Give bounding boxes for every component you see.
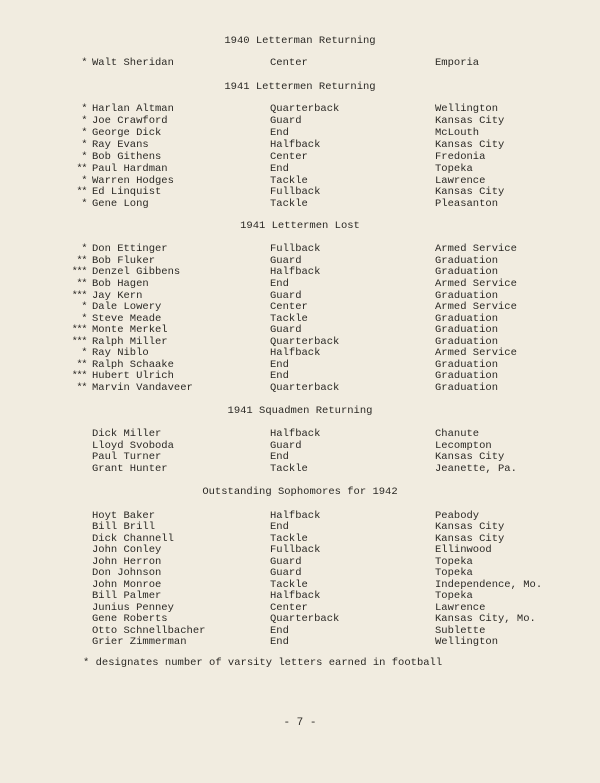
player-position: Center xyxy=(270,602,308,614)
player-hometown: Sublette xyxy=(435,625,486,637)
player-position: End xyxy=(270,278,289,290)
player-name: John Herron xyxy=(92,556,162,568)
player-position: Tackle xyxy=(270,313,308,325)
player-row xyxy=(0,521,600,533)
letter-stars: ** xyxy=(76,382,86,394)
player-hometown: Graduation xyxy=(435,255,499,267)
player-position: Halfback xyxy=(270,139,321,151)
player-row xyxy=(0,57,600,69)
player-hometown: Lawrence xyxy=(435,602,486,614)
player-row xyxy=(0,463,600,475)
player-position: Quarterback xyxy=(270,336,340,348)
player-position: End xyxy=(270,127,289,139)
letter-stars: *** xyxy=(71,290,86,302)
letter-stars: *** xyxy=(71,336,86,348)
letter-stars: * xyxy=(81,175,86,187)
player-row xyxy=(0,266,600,278)
player-row xyxy=(0,347,600,359)
player-row xyxy=(0,127,600,139)
player-position: Guard xyxy=(270,440,302,452)
player-name: Don Ettinger xyxy=(92,243,168,255)
player-position: Center xyxy=(270,151,308,163)
letter-stars: ** xyxy=(76,186,86,198)
section-heading: Outstanding Sophomores for 1942 xyxy=(202,486,398,498)
letter-stars: *** xyxy=(71,324,86,336)
player-position: Guard xyxy=(270,255,302,267)
player-name: George Dick xyxy=(92,127,162,139)
player-position: Quarterback xyxy=(270,103,340,115)
player-hometown: Graduation xyxy=(435,313,499,325)
player-hometown: Graduation xyxy=(435,266,499,278)
player-row xyxy=(0,151,600,163)
player-hometown: Kansas City xyxy=(435,139,505,151)
player-row xyxy=(0,428,600,440)
player-name: Steve Meade xyxy=(92,313,162,325)
player-position: Guard xyxy=(270,290,302,302)
player-position: Tackle xyxy=(270,198,308,210)
letter-stars: * xyxy=(81,139,86,151)
player-row xyxy=(0,198,600,210)
player-hometown: Kansas City xyxy=(435,451,505,463)
player-name: Lloyd Svoboda xyxy=(92,440,174,452)
player-hometown: Topeka xyxy=(435,556,473,568)
player-hometown: Kansas City xyxy=(435,186,505,198)
player-row xyxy=(0,451,600,463)
player-name: Warren Hodges xyxy=(92,175,174,187)
player-name: Hubert Ulrich xyxy=(92,370,174,382)
player-row xyxy=(0,636,600,648)
player-hometown: Topeka xyxy=(435,567,473,579)
player-hometown: Kansas City xyxy=(435,521,505,533)
player-hometown: Fredonia xyxy=(435,151,486,163)
player-position: End xyxy=(270,521,289,533)
player-name: Harlan Altman xyxy=(92,103,174,115)
footnote: * designates number of varsity letters earned in football xyxy=(83,657,443,669)
letter-stars: * xyxy=(81,103,86,115)
player-row xyxy=(0,590,600,602)
letter-stars: * xyxy=(81,57,86,69)
player-hometown: Topeka xyxy=(435,163,473,175)
player-name: Dick Miller xyxy=(92,428,162,440)
player-row xyxy=(0,613,600,625)
player-name: Ray Evans xyxy=(92,139,149,151)
player-name: Dale Lowery xyxy=(92,301,162,313)
player-row xyxy=(0,186,600,198)
player-name: Grant Hunter xyxy=(92,463,168,475)
player-hometown: Lecompton xyxy=(435,440,492,452)
player-name: Paul Hardman xyxy=(92,163,168,175)
player-hometown: Graduation xyxy=(435,336,499,348)
player-hometown: Kansas City, Mo. xyxy=(435,613,536,625)
player-hometown: Wellington xyxy=(435,636,499,648)
player-hometown: Graduation xyxy=(435,290,499,302)
player-row xyxy=(0,103,600,115)
letter-stars: * xyxy=(81,347,86,359)
player-name: Don Johnson xyxy=(92,567,162,579)
letter-stars: ** xyxy=(76,359,86,371)
player-name: Bob Hagen xyxy=(92,278,149,290)
player-name: Ralph Schaake xyxy=(92,359,174,371)
player-position: End xyxy=(270,451,289,463)
player-hometown: Armed Service xyxy=(435,278,517,290)
player-name: Denzel Gibbens xyxy=(92,266,181,278)
letter-stars: ** xyxy=(76,163,86,175)
player-hometown: Lawrence xyxy=(435,175,486,187)
section-heading: 1941 Squadmen Returning xyxy=(227,405,373,417)
player-position: Tackle xyxy=(270,579,308,591)
player-position: Center xyxy=(270,57,308,69)
player-row xyxy=(0,324,600,336)
player-position: Fullback xyxy=(270,186,321,198)
player-name: Gene Roberts xyxy=(92,613,168,625)
letter-stars: * xyxy=(81,127,86,139)
player-name: Otto Schnellbacher xyxy=(92,625,206,637)
player-hometown: Emporia xyxy=(435,57,480,69)
player-position: Halfback xyxy=(270,347,321,359)
player-hometown: Chanute xyxy=(435,428,480,440)
player-hometown: Independence, Mo. xyxy=(435,579,543,591)
player-name: John Conley xyxy=(92,544,162,556)
player-hometown: Kansas City xyxy=(435,115,505,127)
player-name: Walt Sheridan xyxy=(92,57,174,69)
section-heading: 1941 Lettermen Returning xyxy=(224,81,376,93)
player-row xyxy=(0,139,600,151)
player-name: Ralph Miller xyxy=(92,336,168,348)
player-name: Monte Merkel xyxy=(92,324,168,336)
letter-stars: * xyxy=(81,151,86,163)
player-hometown: Wellington xyxy=(435,103,499,115)
player-position: Fullback xyxy=(270,544,321,556)
player-row xyxy=(0,301,600,313)
letter-stars: * xyxy=(81,243,86,255)
player-position: Halfback xyxy=(270,590,321,602)
player-hometown: Graduation xyxy=(435,370,499,382)
player-position: End xyxy=(270,163,289,175)
player-hometown: Armed Service xyxy=(435,243,517,255)
player-hometown: Armed Service xyxy=(435,347,517,359)
player-position: Tackle xyxy=(270,175,308,187)
player-position: End xyxy=(270,370,289,382)
letter-stars: * xyxy=(81,198,86,210)
letter-stars: ** xyxy=(76,278,86,290)
section-heading: 1940 Letterman Returning xyxy=(224,35,376,47)
player-name: Junius Penney xyxy=(92,602,174,614)
player-name: Bob Githens xyxy=(92,151,162,163)
letter-stars: * xyxy=(81,313,86,325)
player-hometown: Jeanette, Pa. xyxy=(435,463,517,475)
player-row xyxy=(0,370,600,382)
player-position: End xyxy=(270,359,289,371)
player-position: Center xyxy=(270,301,308,313)
player-row xyxy=(0,544,600,556)
letter-stars: *** xyxy=(71,266,86,278)
player-name: Joe Crawford xyxy=(92,115,168,127)
player-hometown: Kansas City xyxy=(435,533,505,545)
player-name: Ray Niblo xyxy=(92,347,149,359)
player-name: Dick Channell xyxy=(92,533,174,545)
player-row xyxy=(0,243,600,255)
player-name: Ed Linquist xyxy=(92,186,162,198)
player-position: Guard xyxy=(270,324,302,336)
player-name: Grier Zimmerman xyxy=(92,636,187,648)
player-hometown: Graduation xyxy=(435,324,499,336)
letter-stars: * xyxy=(81,301,86,313)
page-number: - 7 - xyxy=(283,717,317,729)
player-name: Bill Brill xyxy=(92,521,156,533)
player-hometown: Topeka xyxy=(435,590,473,602)
player-name: Paul Turner xyxy=(92,451,162,463)
player-name: Jay Kern xyxy=(92,290,143,302)
player-row xyxy=(0,163,600,175)
player-name: Bob Fluker xyxy=(92,255,156,267)
player-position: End xyxy=(270,636,289,648)
player-position: Quarterback xyxy=(270,613,340,625)
player-position: Guard xyxy=(270,567,302,579)
player-position: Guard xyxy=(270,556,302,568)
player-row xyxy=(0,278,600,290)
player-position: Quarterback xyxy=(270,382,340,394)
player-position: Halfback xyxy=(270,510,321,522)
player-hometown: Armed Service xyxy=(435,301,517,313)
player-hometown: Peabody xyxy=(435,510,480,522)
player-position: Halfback xyxy=(270,428,321,440)
player-position: Guard xyxy=(270,115,302,127)
player-hometown: Pleasanton xyxy=(435,198,499,210)
player-position: End xyxy=(270,625,289,637)
player-position: Halfback xyxy=(270,266,321,278)
player-name: Bill Palmer xyxy=(92,590,162,602)
player-position: Tackle xyxy=(270,463,308,475)
player-name: Gene Long xyxy=(92,198,149,210)
player-position: Fullback xyxy=(270,243,321,255)
player-name: Hoyt Baker xyxy=(92,510,156,522)
letter-stars: ** xyxy=(76,255,86,267)
letter-stars: * xyxy=(81,115,86,127)
player-row xyxy=(0,567,600,579)
player-hometown: Graduation xyxy=(435,359,499,371)
player-name: John Monroe xyxy=(92,579,162,591)
section-heading: 1941 Lettermen Lost xyxy=(240,220,360,232)
player-name: Marvin Vandaveer xyxy=(92,382,193,394)
player-hometown: Graduation xyxy=(435,382,499,394)
player-hometown: Ellinwood xyxy=(435,544,492,556)
player-row xyxy=(0,382,600,394)
player-hometown: McLouth xyxy=(435,127,480,139)
letter-stars: *** xyxy=(71,370,86,382)
player-position: Tackle xyxy=(270,533,308,545)
player-row xyxy=(0,115,600,127)
